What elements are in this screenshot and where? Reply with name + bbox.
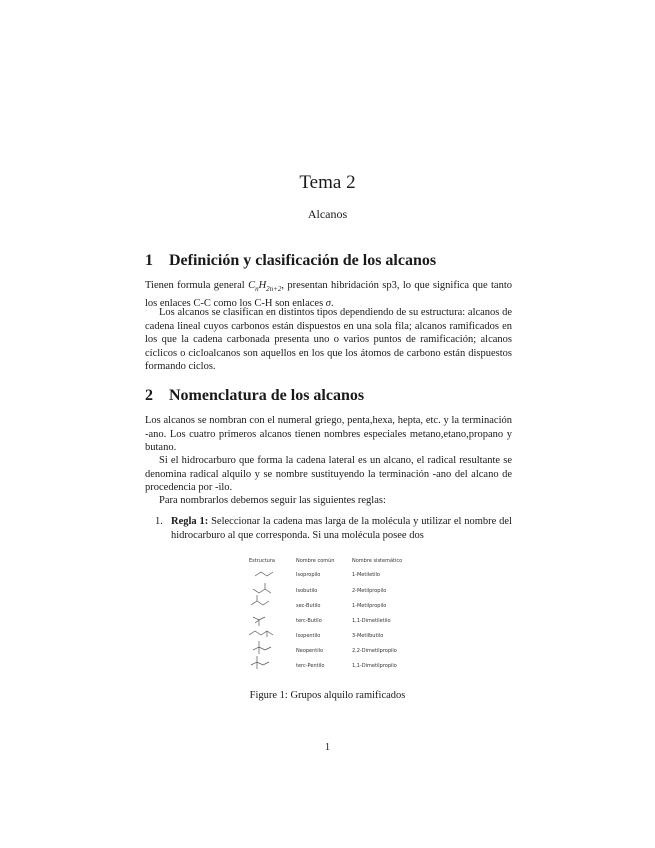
paragraph: Los alcanos se nombran con el numeral griego, penta,hexa, hepta, etc. y la terminación -ano. Los cuatro primeros alcanos tienen nombres especiales metano,etano,propano y butano. xyxy=(145,415,512,454)
text-run: , presentan hibridación sp3, lo que significa que tanto los enlaces C-C como los C-H son enlaces xyxy=(145,280,512,309)
page-number: 1 xyxy=(324,742,331,753)
section-number: 1 xyxy=(145,252,153,269)
table-cell: 2,2-Dimetilpropilo xyxy=(352,648,397,654)
table-cell: 1,1-Dimetilpropilo xyxy=(352,663,397,669)
section-heading-2 xyxy=(145,387,364,405)
formula-c: C xyxy=(248,280,256,291)
paragraph: Los alcanos se clasifican en distintos tipos dependiendo de su estructura: alcanos de cadena lineal cuyos carbonos están dispuestos en una sola fila; alcanos ramificados en los que la cadena carbonada presenta uno o varios puntos de ramificación; alcanos cíclicos o cicloalcanos son aquellos en los que los átomos de carbono están dispuestos formando ciclos. xyxy=(145,307,512,373)
list-body xyxy=(171,515,512,542)
sigma-symbol: σ xyxy=(325,297,331,309)
structure-isopentyl xyxy=(249,631,273,635)
table-cell: sec-Butilo xyxy=(296,603,321,609)
figure-caption: Figure 1: Grupos alquilo ramificados xyxy=(249,690,406,701)
formula xyxy=(248,280,282,294)
formula-h-sub: 2n+2 xyxy=(266,285,282,294)
section-title: Definición y clasificación de los alcanos xyxy=(169,252,437,269)
section-title: Nomenclatura de los alcanos xyxy=(169,387,365,404)
table-cell: terc-Butilo xyxy=(296,618,322,624)
structure-isopropyl xyxy=(255,572,273,576)
table-cell: Isobutilo xyxy=(296,588,318,594)
list-number: 1. xyxy=(155,516,163,527)
table-cell: 1-Metilpropilo xyxy=(352,603,387,609)
table-header: Nombre sistemático xyxy=(352,558,403,564)
rule-label: Regla 1: xyxy=(171,516,209,527)
table-header: Nombre común xyxy=(296,558,335,564)
formula-h: H xyxy=(258,280,267,291)
table-cell: Neopentilo xyxy=(296,648,324,654)
table-cell: 3-Metilbutilo xyxy=(352,633,384,639)
skeletal-structures xyxy=(241,553,291,675)
table-cell: 1,1-Dimetiletilo xyxy=(352,618,391,624)
section-heading-1 xyxy=(145,252,436,270)
paragraph: Si el hidrocarburo que forma la cadena lateral es un alcano, el radical resultante se denomina radical alquilo y se nombre sustituyendo la terminación -ano del alcano de procedencia por -ilo. xyxy=(145,455,512,494)
list-item xyxy=(155,515,512,542)
table-cell: Isopentilo xyxy=(296,633,321,639)
structure-sec-butyl xyxy=(251,601,269,605)
table-cell: 2-Metilpropilo xyxy=(352,588,387,594)
text-run: . xyxy=(330,297,334,309)
document-title: Tema 2 xyxy=(299,172,356,193)
text-run: Tienen formula general xyxy=(145,280,249,291)
table-cell: 1-Metiletilo xyxy=(352,572,380,578)
formula-c-sub: n xyxy=(255,285,259,294)
figure-alkyl-table xyxy=(241,553,416,675)
structure-tert-pentyl xyxy=(251,662,269,665)
paragraph: Para nombrarlos debemos seguir las siguientes reglas: xyxy=(159,495,386,506)
rule-text: Seleccionar la cadena mas larga de la molécula y utilizar el nombre del hidrocarburo al que corresponda. Si una molécula posee dos xyxy=(171,516,512,541)
structure-tert-butyl xyxy=(253,617,265,620)
structure-isobutyl xyxy=(253,583,265,593)
table-cell: Isopropilo xyxy=(296,572,321,578)
document-subtitle: Alcanos xyxy=(307,207,348,221)
table-cell: terc-Pentilo xyxy=(296,663,325,669)
table-header: Estructura xyxy=(249,558,275,564)
section-number: 2 xyxy=(145,387,153,404)
